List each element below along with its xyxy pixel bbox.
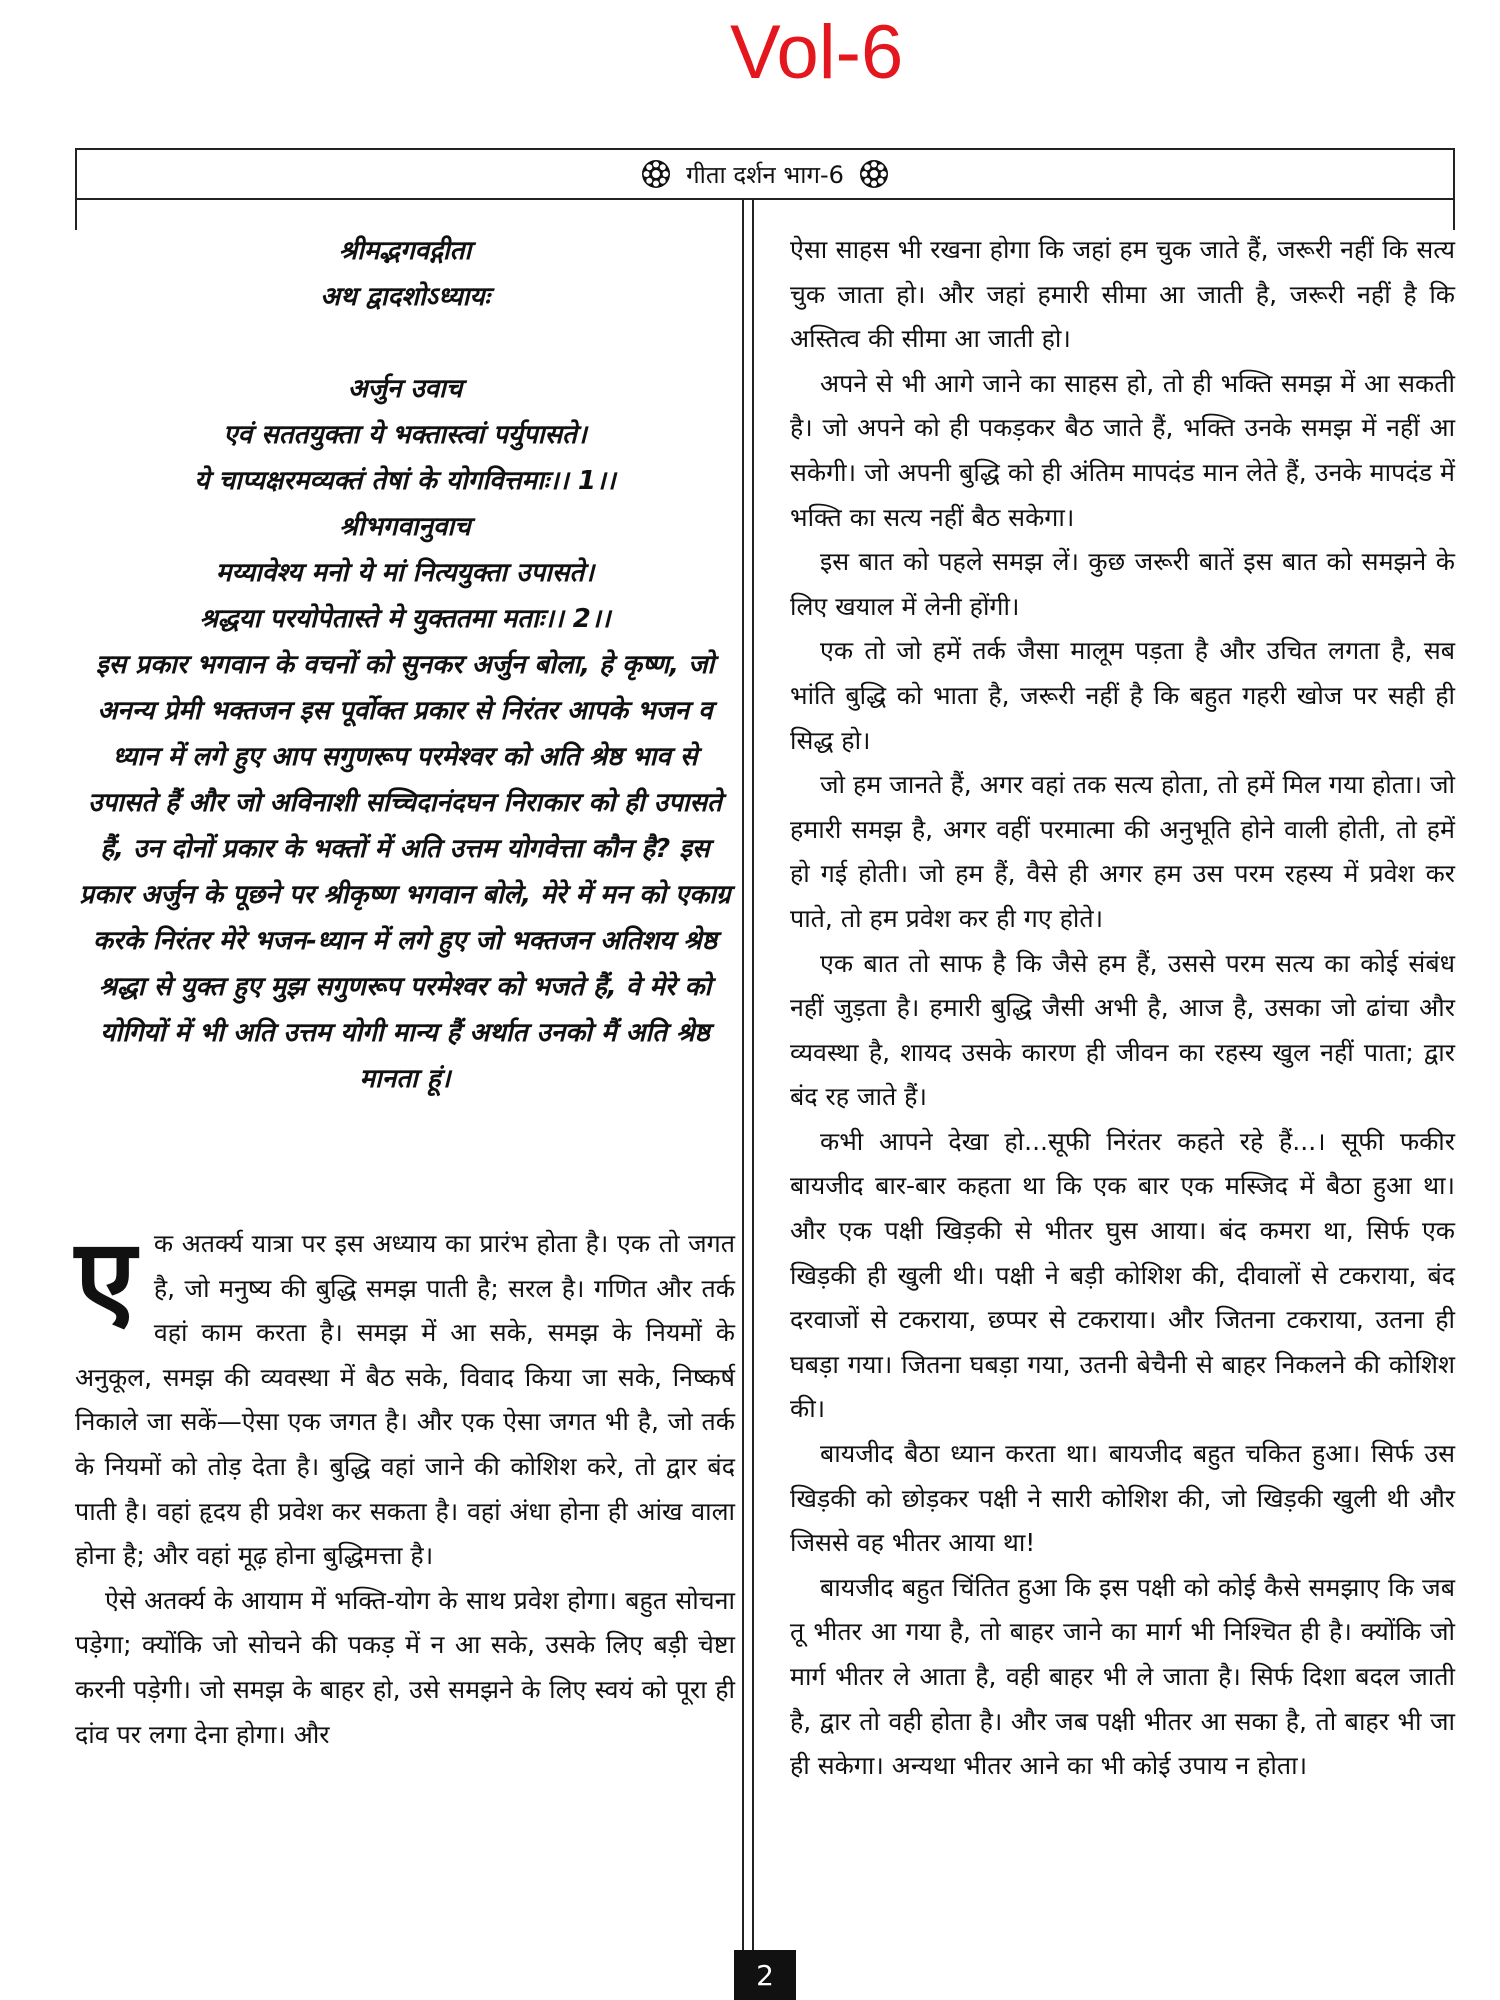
drop-cap: ए — [75, 1215, 136, 1343]
paragraph: ऐसा साहस भी रखना होगा कि जहां हम चुक जाते हैं, जरूरी नहीं कि सत्य चुक जाता हो। और जहां हमारी सीमा आ जाती है, जरूरी नहीं है कि अस्तित्व की सीमा आ जाती हो। — [790, 235, 1455, 354]
column-divider — [742, 200, 754, 1960]
verse-line: मय्यावेश्य मनो ये मां नित्ययुक्ता उपासते। — [215, 558, 595, 588]
verse-block — [75, 228, 735, 1102]
verse-line: एवं सततयुक्ता ये भक्तास्त्वां पर्युपासते। — [223, 420, 587, 450]
left-column — [75, 228, 735, 1757]
right-column — [790, 228, 1455, 1789]
paragraph: अपने से भी आगे जाने का साहस हो, तो ही भक्ति समझ में आ सकती है। जो अपने को ही पकड़कर बैठ जाते हैं, भक्ति उनके समझ में नहीं आ सकेगी। जो अपनी बुद्धि को ही अंतिम मापदंड मान लेते हैं, उनके मापदंड में भक्ति का सत्य नहीं बैठ सकेगा। — [790, 368, 1455, 532]
paragraph: जो हम जानते हैं, अगर वहां तक सत्य होता, तो हमें मिल गया होता। जो हमारी समझ है, अगर वहीं परमात्मा की अनुभूति होने वाली होती, तो हमें हो गई होती। जो हम हैं, वैसे ही अगर हम उस परम रहस्य में प्रवेश कर पाते, तो हम प्रवेश कर ही गए होते। — [790, 770, 1455, 933]
paragraph: एक तो जो हमें तर्क जैसा मालूम पड़ता है और उचित लगता है, सब भांति बुद्धि को भाता है, जरूरी नहीं है कि बहुत गहरी खोज पर सही ही सिद्ध हो। — [790, 636, 1455, 755]
left-rule — [75, 200, 77, 230]
flower-ornament-icon — [640, 158, 672, 190]
verse-translation: इस प्रकार भगवान के वचनों को सुनकर अर्जुन बोला, हे कृष्ण, जो अनन्य प्रेमी भक्तजन इस पूर्वोक्त प्रकार से निरंतर आपके भजन व ध्यान में लगे हुए आप सगुणरूप परमेश्वर को अति श्रेष्ठ भाव से उपासते हैं और जो अविनाशी सच्चिदानंदघन निराकार को ही उपासते हैं, उन दोनों प्रकार के भक्तों में अति उत्तम योगवेत्ता कौन है? इस प्रकार अर्जुन के पूछने पर श्रीकृष्ण भगवान बोले, मेरे में मन को एकाग्र करके निरंतर मेरे भजन-ध्यान में लगे हुए जो भक्तजन अतिशय श्रेष्ठ श्रद्धा से युक्त हुए मुझ सगुणरूप परमेश्वर को भजते हैं, वे मेरे को योगियों में भी अति उत्तम योगी मान्य हैं अर्थात उनको मैं अति श्रेष्ठ मानता हूं। — [79, 650, 731, 1094]
paragraph: कभी आपने देखा हो...सूफी निरंतर कहते रहे हैं...। सूफी फकीर बायजीद बार-बार कहता था कि एक बार एक मस्जिद में बैठा हुआ था। और एक पक्षी खिड़की से भीतर घुस आया। बंद कमरा था, सिर्फ एक खिड़की ही खुली थी। पक्षी ने बड़ी कोशिश की, दीवालों से टकराया, बंद दरवाजों से टकराया, छप्पर से टकराया। और जितना टकराया, उतना ही घबड़ा गया। जितना घबड़ा गया, उतनी बेचैनी से बाहर निकलने की कोशिश की। — [790, 1126, 1455, 1424]
chapter-title: अथ द्वादशोऽध्यायः — [320, 282, 490, 312]
paragraph: इस बात को पहले समझ लें। कुछ जरूरी बातें इस बात को समझने के लिए खयाल में लेनी होंगी। — [790, 547, 1455, 621]
page-number: 2 — [734, 1950, 796, 2000]
paragraph: बायजीद बहुत चिंतित हुआ कि इस पक्षी को कोई कैसे समझाए कि जब तू भीतर आ गया है, तो बाहर जाने का मार्ग भी निश्चित ही है। क्योंकि जो मार्ग भीतर ले आता है, वही बाहर भी ले जाता है। सिर्फ दिशा बदल जाती है, द्वार तो वही होता है। और जब पक्षी भीतर आ सका है, तो बाहर भी जा ही सकेगा। अन्यथा भीतर आने का भी कोई उपाय न होता। — [790, 1572, 1455, 1781]
paragraph: एक बात तो साफ है कि जैसे हम हैं, उससे परम सत्य का कोई संबंध नहीं जुड़ता है। हमारी बुद्धि जैसी अभी है, आज है, उसका जो ढांचा और व्यवस्था है, शायद उसके कारण ही जीवन का रहस्य खुल नहीं पाता; द्वार बंद रह जाते हैं। — [790, 948, 1455, 1112]
left-body-text — [75, 1215, 735, 1757]
header-title: गीता दर्शन भाग-6 — [686, 160, 844, 189]
running-header — [615, 148, 915, 200]
volume-label: Vol-6 — [730, 10, 904, 95]
paragraph: बायजीद बैठा ध्यान करता था। बायजीद बहुत चकित हुआ। सिर्फ उस खिड़की को छोड़कर पक्षी ने सारी कोशिश की, जो खिड़की खुली थी और जिससे वह भीतर आया था! — [790, 1439, 1455, 1558]
paragraph: ऐसे अतर्क्य के आयाम में भक्ति-योग के साथ प्रवेश होगा। बहुत सोचना पड़ेगा; क्योंकि जो सोचने की पकड़ में न आ सके, उसके लिए बड़ी चेष्टा करनी पड़ेगी। जो समझ के बाहर हो, उसे समझने के लिए स्वयं को पूरा ही दांव पर लगा देना होगा। और — [75, 1585, 735, 1749]
right-body-text — [790, 228, 1455, 1789]
right-rule — [1453, 200, 1455, 230]
scripture-title: श्रीमद्भगवद्गीता — [338, 236, 472, 266]
flower-ornament-icon — [858, 158, 890, 190]
verse-line: श्रद्धया परयोपेतास्ते मे युक्ततमा मताः।। 2।। — [199, 604, 611, 634]
opening-paragraph: एक अतर्क्य यात्रा पर इस अध्याय का प्रारंभ होता है। एक तो जगत है, जो मनुष्य की बुद्धि समझ पाती है; सरल है। गणित और तर्क वहां काम करता है। समझ में आ सके, समझ के नियमों के अनुकूल, समझ की व्यवस्था में बैठ सके, विवाद किया जा सके, निष्कर्ष निकाले जा सकें—ऐसा एक जगत है। और एक ऐसा जगत भी है, जो तर्क के नियमों को तोड़ देता है। बुद्धि वहां जाने की कोशिश करे, तो द्वार बंद पाती है। वहां हृदय ही प्रवेश कर सकता है। वहां अंधा होना ही आंख वाला होना है; और वहां मूढ़ होना बुद्धिमत्ता है। — [75, 1215, 735, 1571]
verse-line: ये चाप्यक्षरमव्यक्तं तेषां के योगवित्तमाः।। 1।। — [194, 466, 616, 496]
speaker-arjuna: अर्जुन उवाच — [347, 374, 463, 404]
speaker-krishna: श्रीभगवानुवाच — [339, 512, 471, 542]
